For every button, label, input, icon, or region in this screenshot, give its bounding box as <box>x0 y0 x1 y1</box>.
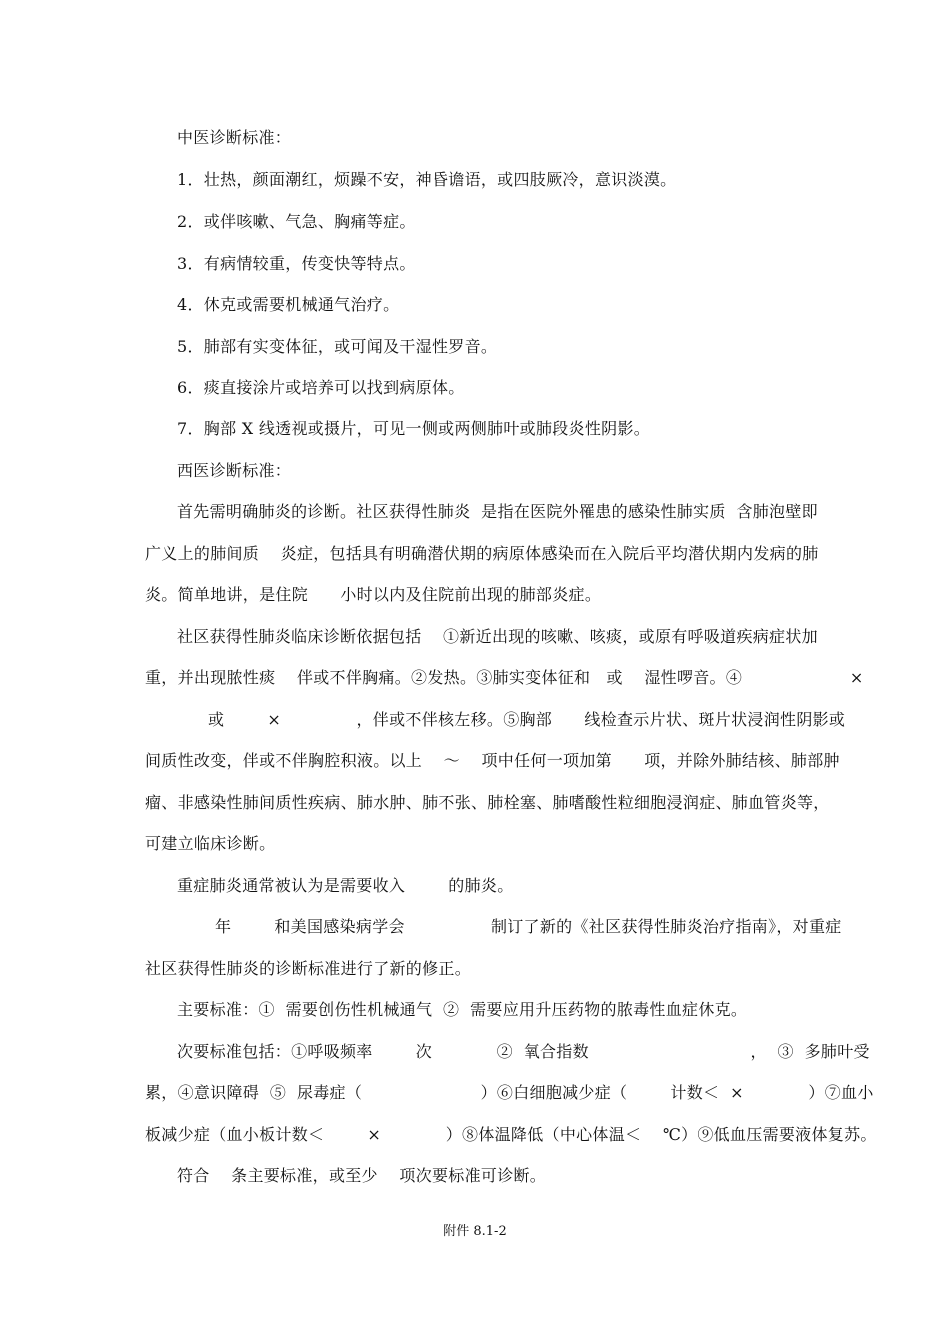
conclusion: 符合 条主要标准，或至少 项次要标准可诊断。 <box>177 1166 547 1185</box>
para2-line-6: 可建立临床诊断。 <box>145 834 276 853</box>
minor-criteria-line-3: 板减少症（血小板计数＜ × ）⑧体温降低（中心体温＜ ℃）⑨低血压需要液体复苏。 <box>145 1125 877 1144</box>
para2-line-3: 或 × ，伴或不伴核左移。⑤胸部 线检查示片状、斑片状浸润性阴影或 <box>208 710 846 729</box>
para2-line-4: 间质性改变，伴或不伴胸腔积液。以上 ～ 项中任何一项加第 项，并除外肺结核、肺部肿 <box>145 751 840 770</box>
tcm-item-7: 7．胸部 X 线透视或摄片，可见一侧或两侧肺叶或肺段炎性阴影。 <box>177 419 651 438</box>
para1-line-2: 广义上的肺间质 炎症，包括具有明确潜伏期的病原体感染而在入院后平均潜伏期内发病的肺 <box>145 544 819 563</box>
para2-line-5: 瘤、非感染性肺间质性疾病、肺水肿、肺不张、肺栓塞、肺嗜酸性粒细胞浸润症、肺血管炎等， <box>145 793 830 812</box>
para2-line-2: 重，并出现脓性痰 伴或不伴胸痛。②发热。③肺实变体征和 或 湿性啰音。④ × <box>145 668 864 687</box>
tcm-item-2: 2．或伴咳嗽、气急、胸痛等症。 <box>177 212 416 231</box>
wm-heading: 西医诊断标准： <box>177 461 292 480</box>
tcm-heading: 中医诊断标准： <box>177 128 292 147</box>
para4-line-2: 社区获得性肺炎的诊断标准进行了新的修正。 <box>145 959 472 978</box>
tcm-item-3: 3．有病情较重，传变快等特点。 <box>177 254 416 273</box>
para1-line-1: 首先需明确肺炎的诊断。社区获得性肺炎 是指在医院外罹患的感染性肺实质 含肺泡壁即 <box>177 502 818 521</box>
minor-criteria-line-2: 累，④意识障碍 ⑤ 尿毒症（ ）⑥白细胞减少症（ 计数＜ × ）⑦血小 <box>145 1083 874 1102</box>
para2-line-1: 社区获得性肺炎临床诊断依据包括 ①新近出现的咳嗽、咳痰，或原有呼吸道疾病症状加 <box>177 627 818 646</box>
tcm-item-6: 6．痰直接涂片或培养可以找到病原体。 <box>177 378 465 397</box>
tcm-item-5: 5．肺部有实变体征，或可闻及干湿性罗音。 <box>177 337 498 356</box>
para4-line-1: 年 和美国感染病学会 制订了新的《社区获得性肺炎治疗指南》，对重症 <box>215 917 842 936</box>
para1-line-3: 炎。简单地讲，是住院 小时以内及住院前出现的肺部炎症。 <box>145 585 602 604</box>
minor-criteria-line-1: 次要标准包括：①呼吸频率 次 ② 氧合指数 ， ③ 多肺叶受 <box>177 1042 870 1061</box>
page-footer: 附件 8.1-2 <box>443 1224 507 1239</box>
tcm-item-1: 1．壮热，颜面潮红，烦躁不安，神昏谵语，或四肢厥冷，意识淡漠。 <box>177 170 677 189</box>
major-criteria: 主要标准：① 需要创伤性机械通气 ② 需要应用升压药物的脓毒性血症休克。 <box>177 1000 748 1019</box>
para3: 重症肺炎通常被认为是需要收入 的肺炎。 <box>177 876 514 895</box>
tcm-item-4: 4．休克或需要机械通气治疗。 <box>177 295 400 314</box>
